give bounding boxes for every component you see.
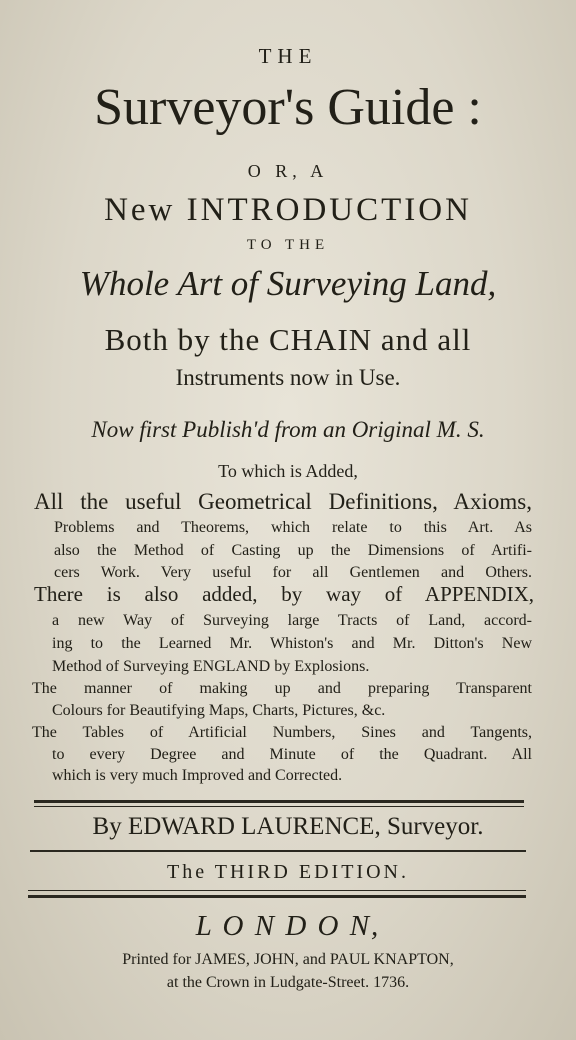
- main-title: Surveyor's Guide :: [94, 79, 482, 136]
- rule-mid: [30, 850, 526, 852]
- body-line-2: Problems and Theorems, which relate to this Art. As: [54, 519, 532, 536]
- body-line-7: ing to the Learned Mr. Whiston's and Mr. Ditton's New: [52, 635, 532, 652]
- to-which-added: To which is Added,: [218, 461, 358, 481]
- body-line-4: cers Work. Very useful for all Gentlemen and Others.: [54, 564, 532, 581]
- body-line-12: to every Degree and Minute of the Quadrant. All: [52, 746, 532, 763]
- body-line-8: Method of Surveying ENGLAND by Explosions.: [52, 658, 370, 675]
- body-line-13: which is very much Improved and Corrected.: [52, 767, 343, 784]
- edition-line: The THIRD EDITION.: [167, 861, 409, 883]
- body-line-10: Colours for Beautifying Maps, Charts, Pictures, &c.: [52, 702, 386, 719]
- body-line-1: All the useful Geometrical Definitions, Axioms,: [34, 489, 532, 514]
- rule-top-thin: [34, 806, 524, 807]
- body-line-6: a new Way of Surveying large Tracts of Land, accord-: [52, 612, 532, 629]
- to-the: TO THE: [246, 237, 330, 253]
- rule-bottom-thin: [28, 890, 526, 891]
- instruments-line: Instruments now in Use.: [175, 365, 401, 390]
- body-line-5: There is also added, by way of APPENDIX,: [34, 582, 534, 606]
- rule-bottom-thick: [28, 895, 526, 898]
- body-line-3: also the Method of Casting up the Dimensions of Artifi-: [54, 542, 532, 559]
- printed-for-line: Printed for JAMES, JOHN, and PAUL KNAPTON,: [122, 951, 454, 968]
- both-by-chain: Both by the CHAIN and all: [104, 322, 472, 357]
- body-line-11: The Tables of Artificial Numbers, Sines and Tangents,: [32, 724, 532, 741]
- title-the: THE: [258, 44, 318, 68]
- whole-art-line: Whole Art of Surveying Land,: [79, 264, 497, 303]
- new-introduction: New INTRODUCTION: [104, 192, 472, 228]
- body-line-9: The manner of making up and preparing Transparent: [32, 680, 532, 697]
- now-first-published: Now first Publish'd from an Original M. S.: [91, 417, 485, 442]
- or-a: O R, A: [247, 161, 329, 181]
- crown-ludgate-line: at the Crown in Ludgate-Street. 1736.: [166, 974, 410, 991]
- city-london: L O N D O N,: [195, 910, 381, 942]
- author-line: By EDWARD LAURENCE, Surveyor.: [92, 813, 484, 840]
- rule-top-thick: [34, 800, 524, 803]
